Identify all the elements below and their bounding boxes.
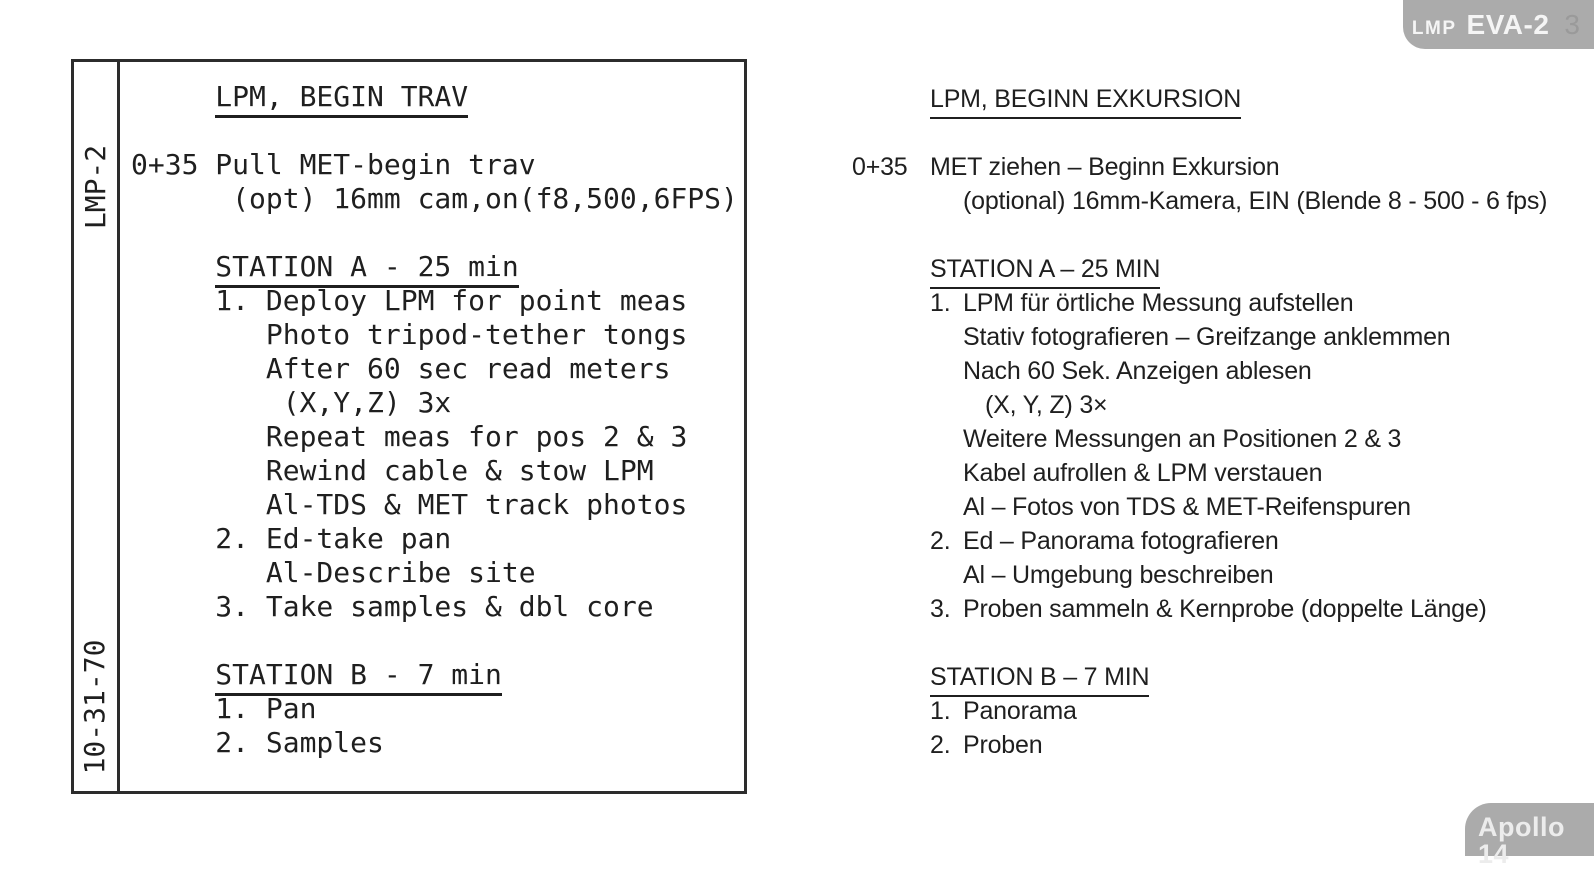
step-text: Pull MET-begin trav — [215, 148, 536, 181]
step-text: Al – Fotos von TDS & MET-Reifenspuren — [963, 493, 1411, 521]
step-text: Rewind cable & stow LPM — [265, 454, 654, 487]
step-text: Al-TDS & MET track photos — [265, 488, 688, 521]
step-text: Al – Umgebung beschreiben — [963, 561, 1274, 589]
translation-line — [852, 116, 1582, 150]
translation-line — [852, 286, 1582, 320]
side-label-bottom: 10-31-70 — [78, 639, 111, 775]
section-heading: STATION A - 25 min — [215, 250, 518, 288]
item-number: 2. — [930, 731, 951, 759]
checklist-line — [131, 114, 744, 148]
section-heading: STATION B – 7 MIN — [930, 663, 1149, 697]
step-text: Proben sammeln & Kernprobe (doppelte Länge) — [963, 595, 1487, 623]
step-text: Panorama — [963, 697, 1077, 725]
checklist-line — [131, 182, 744, 216]
step-text: (opt) 16mm cam,on(f8,500,6FPS) — [232, 182, 738, 215]
step-text: (optional) 16mm-Kamera, EIN (Blende 8 - 500 - 6 fps) — [963, 187, 1548, 215]
translation-line — [852, 422, 1582, 456]
checklist-line — [131, 386, 744, 420]
step-text: Photo tripod-tether tongs — [265, 318, 688, 351]
item-number: 3. — [930, 595, 951, 623]
translation-line — [852, 218, 1582, 252]
checklist-line — [131, 556, 744, 590]
step-text: 2. Ed-take pan — [215, 522, 452, 555]
translation-line — [852, 320, 1582, 354]
translation-line — [852, 456, 1582, 490]
item-number: 1. — [930, 289, 951, 317]
checklist-line — [131, 80, 744, 114]
section-heading: LPM, BEGIN TRAV — [215, 80, 468, 118]
step-text: Stativ fotografieren – Greifzange anklemmen — [963, 323, 1451, 351]
step-text: 1. Pan — [215, 692, 317, 725]
step-text: Repeat meas for pos 2 & 3 — [265, 420, 688, 453]
item-number: 1. — [930, 697, 951, 725]
checklist-line — [131, 250, 744, 284]
step-text: MET ziehen – Beginn Exkursion — [930, 153, 1280, 181]
step-text: Ed – Panorama fotografieren — [963, 527, 1279, 555]
footer-tab — [1465, 803, 1594, 869]
step-text: (X,Y,Z) 3x — [282, 386, 452, 419]
checklist-line — [131, 658, 744, 692]
item-number: 2. — [930, 527, 951, 555]
checklist-line — [131, 216, 744, 250]
section-heading: STATION B - 7 min — [215, 658, 502, 696]
translation-line — [852, 354, 1582, 388]
checklist-lines — [120, 62, 744, 791]
side-label-top: LMP-2 — [79, 144, 112, 230]
step-text: Weitere Messungen an Positionen 2 & 3 — [963, 425, 1402, 453]
met-time: 0+35 — [852, 153, 908, 181]
checklist-line — [131, 522, 744, 556]
footer-label: Apollo 14 — [1478, 812, 1565, 869]
checklist-line — [131, 352, 744, 386]
mission-label: LMP — [1411, 18, 1457, 39]
translation-line — [852, 728, 1582, 762]
step-text: After 60 sec read meters — [265, 352, 671, 385]
eva-label: EVA-2 — [1466, 9, 1550, 40]
header-tab — [1403, 0, 1594, 49]
step-text: LPM für örtliche Messung aufstellen — [963, 289, 1354, 317]
step-text: Proben — [963, 731, 1043, 759]
checklist-line — [131, 420, 744, 454]
checklist-line — [131, 488, 744, 522]
translation-line — [852, 592, 1582, 626]
checklist-line — [131, 590, 744, 624]
section-heading: LPM, BEGINN EXKURSION — [930, 85, 1241, 119]
step-text: (X, Y, Z) 3× — [985, 391, 1108, 419]
checklist-line — [131, 284, 744, 318]
checklist-line — [131, 148, 744, 182]
step-text: 1. Deploy LPM for point meas — [215, 284, 688, 317]
checklist-line — [131, 624, 744, 658]
page-number: 3 — [1564, 9, 1580, 40]
met-time: 0+35 — [131, 148, 199, 181]
step-text: 3. Take samples & dbl core — [215, 590, 654, 623]
checklist-line — [131, 318, 744, 352]
translation-line — [852, 184, 1582, 218]
translation-line — [852, 558, 1582, 592]
checklist-line — [131, 726, 744, 760]
translation-line — [852, 626, 1582, 660]
checklist-panel — [71, 59, 747, 794]
translation-line — [852, 82, 1582, 116]
step-text: Kabel aufrollen & LPM verstauen — [963, 459, 1323, 487]
translation-line — [852, 150, 1582, 184]
translation-lines — [852, 82, 1582, 762]
translation-line — [852, 388, 1582, 422]
step-text: 2. Samples — [215, 726, 384, 759]
checklist-line — [131, 454, 744, 488]
translation-column — [852, 82, 1582, 762]
step-text: Nach 60 Sek. Anzeigen ablesen — [963, 357, 1312, 385]
translation-line — [852, 660, 1582, 694]
translation-line — [852, 252, 1582, 286]
translation-line — [852, 490, 1582, 524]
section-heading: STATION A – 25 MIN — [930, 255, 1160, 289]
translation-line — [852, 694, 1582, 728]
translation-line — [852, 524, 1582, 558]
step-text: Al-Describe site — [265, 556, 536, 589]
checklist-line — [131, 692, 744, 726]
